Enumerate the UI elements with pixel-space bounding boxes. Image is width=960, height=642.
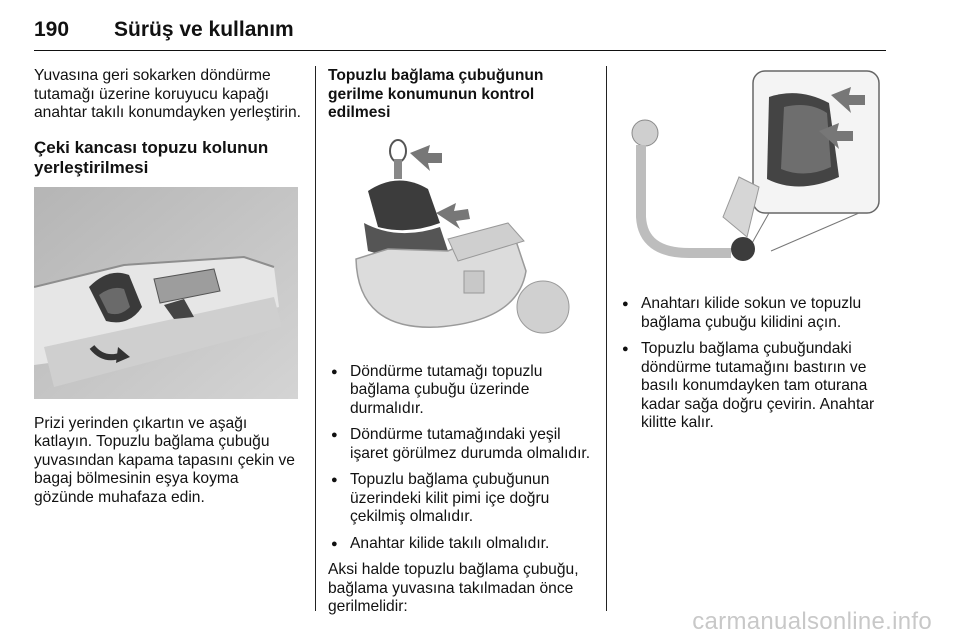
column-1 — [34, 67, 302, 507]
column-divider — [606, 66, 607, 611]
list-item: ● Anahtarı kilide sokun ve topuzlu bağlama çubuğu kilidini açın. — [619, 295, 887, 332]
chapter-title: Sürüş ve kullanım — [114, 18, 294, 41]
illustration-tow-ball-lock — [328, 131, 592, 343]
list-item: ● Topuzlu bağlama çubuğunun üzerindeki kilit pimi içe doğru çekilmiş olmalıdır. — [328, 471, 596, 527]
watermark: carmanualsonline.info — [692, 608, 932, 635]
list-item: ● Döndürme tutamağı topuzlu bağlama çubuğu üzerinde durmalıdır. — [328, 363, 596, 419]
page-number: 190 — [34, 18, 70, 41]
list-item: ● Anahtar kilide takılı olmalıdır. — [328, 535, 596, 554]
section-heading-tension-check: Topuzlu bağlama çubuğunun gerilme konumunun kontrol edilmesi — [328, 67, 544, 121]
intro-paragraph: Yuvasına geri sokarken döndürme tutamağı üzerine koruyucu kapağı anahtar takılı konumdayken yerleştirin. — [34, 67, 301, 121]
column-2 — [328, 67, 596, 617]
illustration-trunk-socket — [34, 187, 298, 399]
section-heading-hitch-insert: Çeki kancası topuzu kolunun yerleştirilmesi — [34, 137, 269, 177]
column-3 — [619, 67, 887, 441]
illustration-key-unlock — [619, 67, 883, 275]
instruction-list — [619, 295, 887, 433]
body-paragraph: Prizi yerinden çıkartın ve aşağı katlayın. Topuzlu bağlama çubuğu yuvasından kapama tapasını çekin ve bagaj bölmesinin eşya koyma gözünde muhafaza edin. — [34, 414, 295, 506]
page-header — [34, 14, 886, 51]
list-item: ● Topuzlu bağlama çubuğundaki döndürme tutamağını bastırın ve basılı konumdayken tam oturana kadar sağa doğru çevirin. Anahtar kilitte kalır. — [619, 340, 887, 433]
checklist — [328, 363, 596, 554]
column-divider — [315, 66, 316, 611]
body-paragraph: Aksi halde topuzlu bağlama çubuğu, bağlama yuvasına takılmadan önce gerilmelidir: — [328, 561, 579, 615]
list-item: ● Döndürme tutamağındaki yeşil işaret görülmez durumda olmalıdır. — [328, 426, 596, 463]
